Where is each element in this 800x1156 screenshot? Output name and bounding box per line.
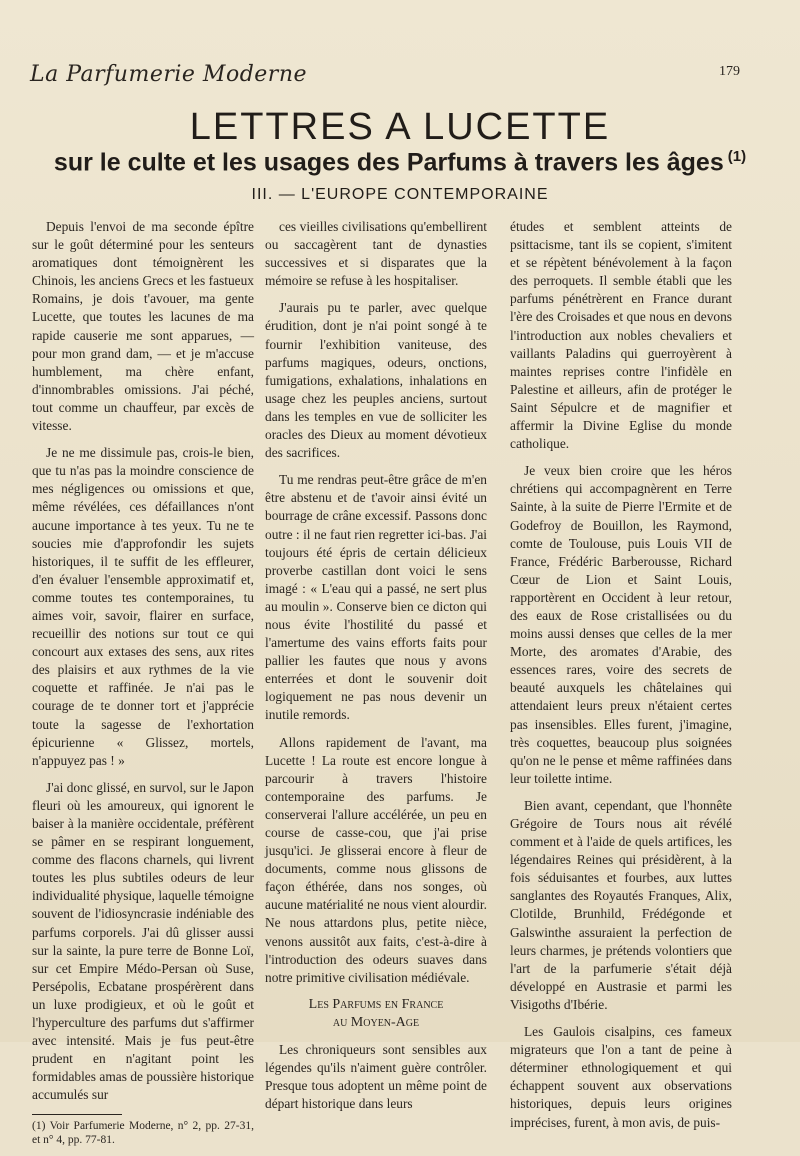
- paragraph: Les chroniqueurs sont sensibles aux légendes qu'ils n'aiment guère contrôler. Presque tous adoptent un même point de départ historique dans leurs: [265, 1041, 487, 1112]
- paragraph: Bien avant, cependant, que l'honnête Grégoire de Tours nous ait révélé comment et à l'aide de quels artifices, les légendaires Reines qui présidèrent, à la fois séduisantes et fourbes, aux luttes sanglantes des Royautés Franques, Alix, Clotilde, Brunhild, Frédégonde et Galswinthe assuraient la perfection de leurs charmes, je prétends volontiers que l'art de la parfumerie s'était déjà développé en Austrasie et parmi les Visigoths d'Ibérie.: [510, 797, 732, 1012]
- paragraph: J'ai donc glissé, en survol, sur le Japon fleuri où les amoureux, qui ignorent le baiser à la manière occidentale, préfèrent se pâmer en se respirant longuement, comme des flacons charnels, qui livrent toutes les plus subtiles odeurs de leur individualité physique, laquelle témoigne souvent de l'idiosyncrasie indéniable des parfums corporels. J'ai dû glisser aussi sur la sainte, la pure terre de Bonne Loï, sur cet Empire Médo-Persan où Suse, Persépolis, Ecbatane prospérèrent dans un luxe prodigieux, et où le goût et l'hyperculture des parfums dut s'affirmer avec intensité. Mais je fus peut-être prudent en n'agitant point les formidables amas de poussière historique accumulés sur: [32, 779, 254, 1103]
- journal-title: La Parfumerie Moderne: [30, 62, 308, 87]
- subsection-heading-line-1: Les Parfums en France: [308, 996, 444, 1012]
- column-3: [510, 218, 732, 1141]
- paragraph: J'aurais pu te parler, avec quelque érudition, dont je n'ai point songé à te fournir l'exhibition vaniteuse, des parfums magiques, odeurs, onctions, fumigations, exhalations, inhalations en usage chez les peuples anciens, surtout dans les temples en vue de solliciter les oracles des Dieux au moment dévotieux des sacrifices.: [265, 300, 487, 461]
- paragraph: ces vieilles civilisations qu'embellirent ou saccagèrent tant de dynasties successives et si disparates que la mémoire se refuse à les hospitaliser.: [265, 219, 487, 289]
- subtitle-footnote-marker: (1): [727, 148, 747, 165]
- article-subtitle: [0, 148, 800, 177]
- paragraph: Je veux bien croire que les héros chrétiens qui accompagnèrent en Terre Sainte, à la suite de Pierre l'Ermite et de Godefroy de Bouillon, les Raymond, comte de Toulouse, puis Louis VII de France, Frédéric Barberousse, Richard Cœur de Lion et Saint Louis, rapportèrent en Occident à leur retour, des eaux de Rose cristallisées ou du moins aussi denses que celles de la mer Morte, des aromates d'Arabie, des essences rares, voire des secrets de beauté auxquels les châtelaines qui attendaient leurs preux n'étaient certes pas insensibles. Elles furent, j'imagine, très coquettes, beaucoup plus soignées qu'on ne le pense et même raffinées dans leur toilette intime.: [510, 463, 732, 786]
- paragraph: Tu me rendras peut-être grâce de m'en être abstenu et de t'avoir ainsi évité un bourrage de crâne excessif. Passons donc outre : il ne faut rien regretter ici-bas. J'ai toujours été épris de certain délicieux proverbe castillan dont voici le sens imagé : « L'eau qui a passé, ne sert plus au moulin ». Conserve bien ce dicton qui nous évite l'hostilité du passé et l'amertume des vains efforts faits pour pallier les fautes que nous y avons enterrées et dont le souvenir doit logiquement ne pas nous devenir un inutile remords.: [265, 472, 487, 723]
- paragraph: Les Gaulois cisalpins, ces fameux migrateurs que l'on a tant de peine à déterminer ethnologiquement et qui échappent souvent aux observations historiques, depuis leurs origines imprécises, furent, à mon avis, de puis-: [510, 1024, 732, 1130]
- page-number: 179: [719, 64, 740, 79]
- subsection-heading-line-2: au Moyen-Age: [332, 1014, 420, 1030]
- paragraph: études et semblent atteints de psittacisme, tant ils se copient, s'imitent et se répètent bénévolement à la façon des perroquets. Il semble établi que les parfums pénétrèrent en France durant l'ère des Croisades et que nous en devons l'introduction aux nobles chevaliers et vaillants Paladins qui guerroyèrent à maintes reprises contre l'infidèle en Palestine et ailleurs, afin de protéger le Saint Sépulcre et de magnifier et affermir la Divine Eglise du monde catholique.: [510, 219, 732, 452]
- footnote: (1) Voir Parfumerie Moderne, n° 2, pp. 27-31, et n° 4, pp. 77-81.: [32, 1119, 254, 1146]
- running-head: [30, 62, 770, 92]
- column-1: [32, 218, 254, 1156]
- subtitle-text: sur le culte et les usages des Parfums à travers les âges: [53, 148, 724, 177]
- section-heading: III. — L'EUROPE CONTEMPORAINE: [251, 186, 549, 203]
- column-2: [265, 218, 487, 1122]
- article-title: LETTRES A LUCETTE: [189, 106, 611, 148]
- paragraph: Depuis l'envoi de ma seconde épître sur le goût déterminé pour les senteurs aromatiques dont témoignèrent les Chinois, les anciens Grecs et les fastueux Romains, je dois t'avouer, ma gente Lucette, que toutes les lacunes de ma rapide causerie me sont apparues, — pour mon grand dam, — et je m'accuse humblement, ma chère enfant, d'innombrables omissions. J'ai péché, tout comme un chauffeur, par excès de vitesse.: [32, 219, 254, 434]
- subsection-heading: [265, 996, 487, 1032]
- paragraph: Allons rapidement de l'avant, ma Lucette ! La route est encore longue à parcourir à travers l'histoire contemporaine des parfums. Je conserverai l'allure accélérée, un peu en course de casse-cou, que j'ai prise jusqu'ici. Je glisserai encore à fleur de documents, comme nous glissons de façon éthérée, dans nos songes, où aucune matérialité ne nous vient alourdir. Ne nous attardons plus, petite nièce, venons aussitôt aux faits, c'est-à-dire à l'introduction des odeurs suaves dans notre primitive civilisation médiévale.: [265, 734, 487, 985]
- paragraph: Je ne me dissimule pas, crois-le bien, que tu n'as pas la moindre conscience de mes négligences ou omissions et que, même révélées, ces défaillances n'ont aucune importance à tes yeux. Tu ne te soucies mie d'approfondir les sujets historiques, il te suffit de les effleurer, d'en évaluer l'ensemble approximatif et, comme toutes tes contemporaines, tu aimes voir, savoir, flairer en surface, recueillir des notions sur tout ce qui concourt aux extases des sens, aux rites des plaisirs et aux rythmes de la vie coquette et raffinée. Je n'ai pas le courage de te donner tort et j'apprécie toute la sagesse de l'exhortation épicurienne « Glissez, mortels, n'appuyez pas ! »: [32, 445, 254, 768]
- footnote-divider: [32, 1114, 122, 1115]
